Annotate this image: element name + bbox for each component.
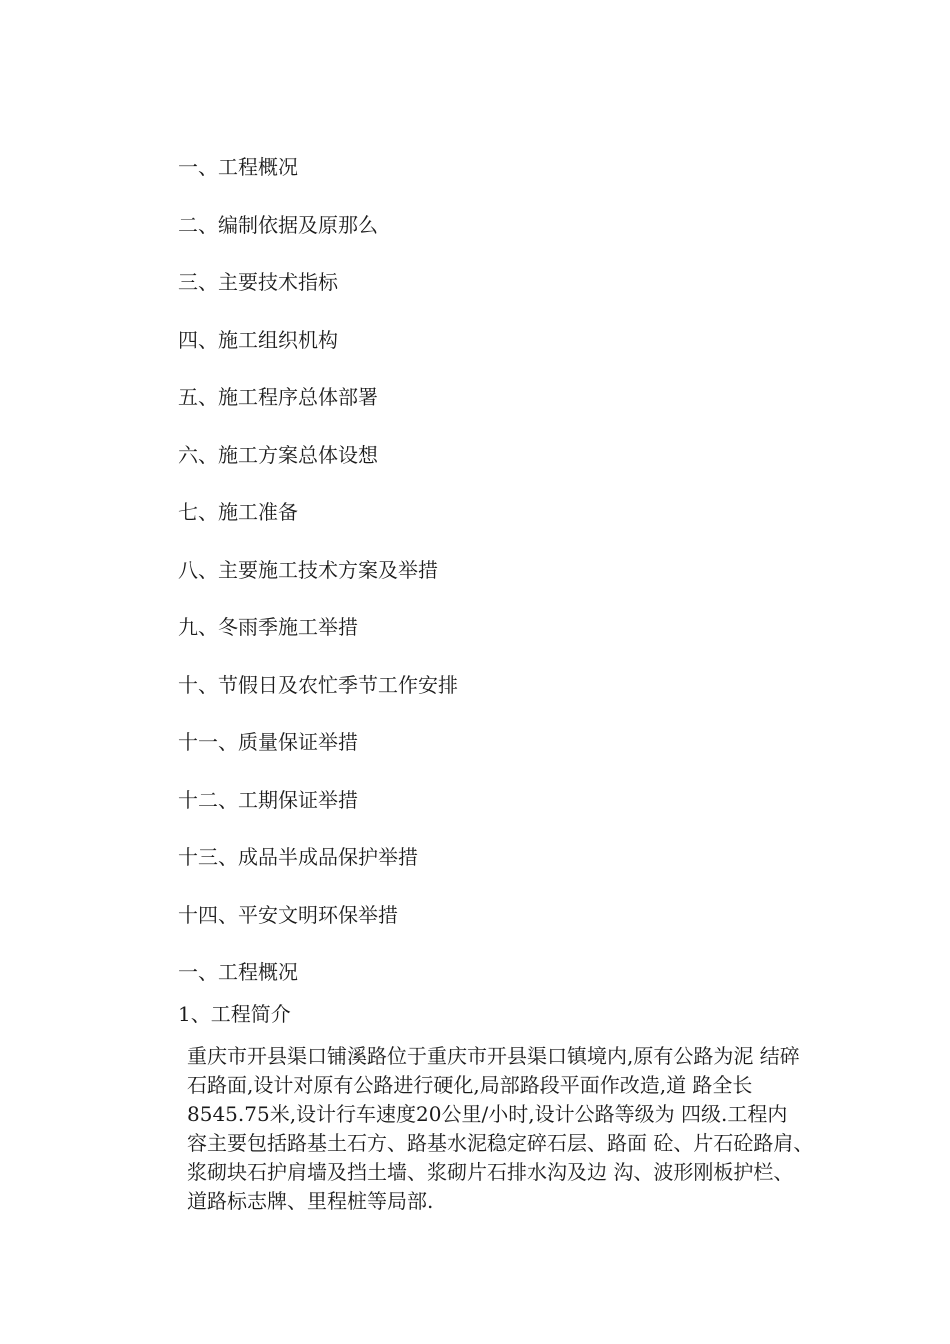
toc-item: 九、冬雨季施工举措	[178, 615, 358, 639]
paragraph-line: 重庆市开县渠口铺溪路位于重庆市开县渠口镇境内,原有公路为泥 结碎	[187, 1044, 800, 1068]
table-of-contents	[178, 152, 458, 957]
subsection-heading: 1、工程简介	[178, 1002, 291, 1026]
toc-item: 二、编制依据及原那么	[178, 212, 378, 237]
toc-item: 五、施工程序总体部署	[178, 385, 378, 409]
toc-item: 六、施工方案总体设想	[178, 442, 378, 467]
toc-item: 七、施工准备	[178, 500, 298, 524]
toc-item: 四、施工组织机构	[178, 327, 338, 352]
paragraph-line: 容主要包括路基土石方、路基水泥稳定碎石层、路面 砼、片石砼路肩、	[187, 1131, 814, 1155]
toc-item: 十、节假日及农忙季节工作安排	[178, 672, 458, 697]
toc-item: 十三、成品半成品保护举措	[178, 845, 418, 869]
toc-item: 八、主要施工技术方案及举措	[178, 557, 438, 582]
section-heading: 一、工程概况	[178, 960, 298, 984]
paragraph-line: 道路标志牌、里程桩等局部.	[187, 1189, 434, 1213]
paragraph-line: 石路面,设计对原有公路进行硬化,局部路段平面作改造,道 路全长	[187, 1073, 753, 1097]
toc-item: 十二、工期保证举措	[178, 787, 358, 812]
body-paragraph	[187, 1042, 877, 1216]
paragraph-line: 浆砌块石护肩墙及挡土墙、浆砌片石排水沟及边 沟、波形刚板护栏、	[187, 1160, 794, 1184]
paragraph-line: 8545.75米,设计行车速度20公里/小时,设计公路等级为 四级.工程内	[187, 1102, 788, 1126]
toc-item: 三、主要技术指标	[178, 270, 338, 294]
toc-item: 十一、质量保证举措	[178, 730, 358, 754]
toc-item: 一、工程概况	[178, 155, 298, 179]
toc-item: 十四、平安文明环保举措	[178, 902, 398, 927]
